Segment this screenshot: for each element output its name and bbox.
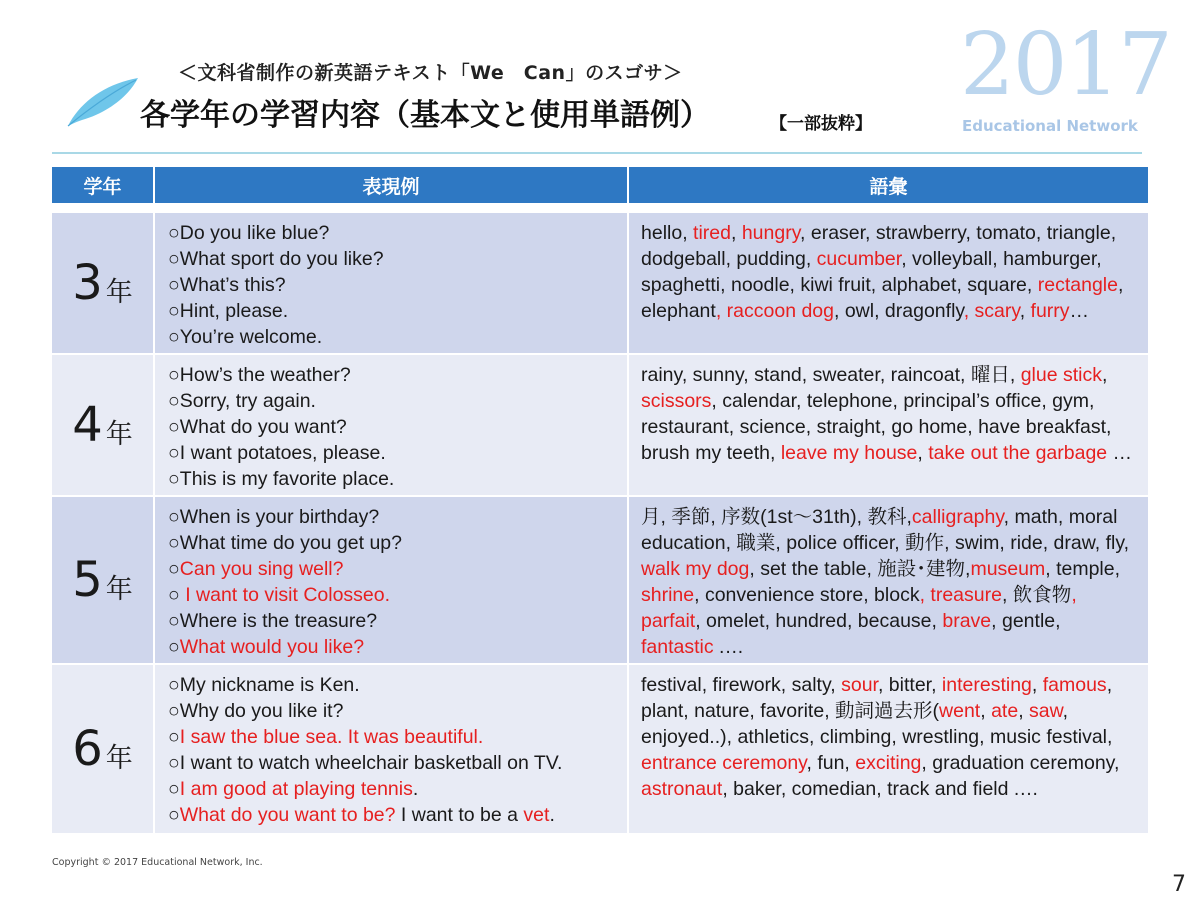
expression-line	[168, 556, 627, 582]
table-row	[52, 355, 1148, 497]
expression-text: ○I want potatoes, please.	[168, 442, 386, 464]
expression-text: .	[549, 804, 555, 826]
vocabulary-text: take out the garbage	[928, 442, 1108, 464]
expression-text: ○	[168, 726, 180, 748]
vocabulary-text: ,	[917, 442, 929, 464]
expression-text: ○You’re welcome.	[168, 326, 323, 348]
grade-suffix: 年	[105, 742, 133, 774]
expression-text: I am good at playing tennis	[179, 778, 413, 800]
vocabulary-text: , eraser, strawberry, tomato, triangle, dodgeball, pudding,	[641, 222, 1117, 270]
vocabulary-text: …	[1069, 300, 1090, 322]
grade-number: 6	[72, 721, 103, 777]
vocabulary-text: , convenience store, block	[694, 584, 920, 606]
vocabulary-cell	[629, 213, 1148, 353]
vocabulary-text: sour	[841, 674, 878, 696]
vocabulary-cell	[629, 665, 1148, 833]
vocabulary-text: ,	[980, 700, 992, 722]
expression-text: I saw the blue sea. It was beautiful.	[179, 726, 484, 748]
vocabulary-text: saw	[1029, 700, 1063, 722]
expression-text: ○	[168, 804, 180, 826]
expression-text: What would you like?	[179, 636, 365, 658]
vocabulary-text: furry	[1030, 300, 1070, 322]
expression-text: ○When is your birthday?	[168, 506, 380, 528]
expression-text: ○How’s the weather?	[168, 364, 351, 386]
vocabulary-text: ,	[730, 222, 742, 244]
expression-line	[168, 698, 627, 724]
vocabulary-text: scissors	[641, 390, 712, 412]
vocabulary-text: interesting	[941, 674, 1032, 696]
expression-text: ○I want to watch wheelchair basketball on TV.	[168, 752, 563, 774]
expression-text: ○Do you like blue?	[168, 222, 330, 244]
expression-line	[168, 220, 627, 246]
vocabulary-text: ,	[1031, 674, 1043, 696]
expression-line	[168, 272, 627, 298]
grade-cell	[52, 213, 155, 353]
grade-number: 5	[72, 552, 103, 608]
grade-suffix: 年	[105, 573, 133, 605]
vocabulary-text: tired	[693, 222, 731, 244]
vocabulary-text: rectangle	[1037, 274, 1118, 296]
table-row	[52, 665, 1148, 835]
expression-text: ○	[168, 584, 186, 606]
copyright-notice: Copyright © 2017 Educational Network, Inc.	[52, 857, 263, 868]
expression-line	[168, 608, 627, 634]
vocabulary-text: brave	[942, 610, 992, 632]
expression-line	[168, 466, 627, 492]
vocabulary-text: , calendar, telephone, principal’s office, gym, restaurant, science, straight, go home, have breakfast, brush my teeth,	[641, 390, 1112, 464]
vocabulary-text: , graduation ceremony,	[921, 752, 1120, 774]
expression-text: ○	[168, 778, 180, 800]
vocabulary-text: exciting	[855, 752, 922, 774]
table-header-row	[52, 167, 1148, 203]
header-divider	[52, 152, 1142, 154]
grade-cell	[52, 355, 155, 495]
year-logo: 2017	[960, 15, 1171, 115]
vocabulary-cell	[629, 355, 1148, 495]
column-header-grade: 学年	[52, 167, 155, 203]
vocabulary-text: fantastic	[641, 636, 714, 658]
vocabulary-cell	[629, 497, 1148, 663]
page-title: 各学年の学習内容（基本文と使用単語例）	[140, 98, 710, 133]
vocabulary-text: ate	[991, 700, 1019, 722]
subtitle: ＜文科省制作の新英語テキスト「We Can」のスゴサ＞	[178, 62, 683, 84]
expression-line	[168, 634, 627, 660]
vocabulary-text: , gentle,	[991, 610, 1061, 632]
vocabulary-text: rainy, sunny, stand, sweater, raincoat, 曜日,	[641, 364, 1021, 386]
vocabulary-text: 月, 季節, 序数(1st～31th), 教科,	[641, 506, 912, 528]
vocabulary-text: cucumber	[816, 248, 902, 270]
vocabulary-text: , set the table, 施設･建物,	[749, 558, 971, 580]
expression-text: I want to visit Colosseo.	[185, 584, 391, 606]
vocabulary-text: , plant, nature, favorite, 動詞過去形(	[641, 674, 1113, 722]
vocabulary-text: ,	[1102, 364, 1108, 386]
expression-line	[168, 298, 627, 324]
vocabulary-text: shrine	[641, 584, 695, 606]
vocabulary-text: entrance ceremony	[641, 752, 807, 774]
vocabulary-text: …	[1107, 442, 1133, 464]
expression-line	[168, 672, 627, 698]
vocabulary-text: , enjoyed..), athletics, climbing, wrestling, music festival,	[641, 700, 1113, 748]
expressions-cell	[155, 213, 629, 353]
expression-text: ○Why do you like it?	[168, 700, 344, 722]
expression-line	[168, 776, 627, 802]
expression-text: I want to be a	[395, 804, 524, 826]
vocabulary-text: leave my house	[780, 442, 918, 464]
vocabulary-text: hungry	[741, 222, 801, 244]
vocabulary-text: , omelet, hundred, because,	[695, 610, 943, 632]
expression-line	[168, 582, 627, 608]
table-body	[52, 213, 1148, 835]
expression-line	[168, 324, 627, 350]
vocabulary-text: .…	[713, 636, 744, 658]
expression-line	[168, 802, 627, 828]
title-note: 【一部抜粋】	[770, 114, 872, 134]
expression-line	[168, 388, 627, 414]
expression-line	[168, 362, 627, 388]
expression-text: .	[412, 778, 419, 800]
grade-cell	[52, 665, 155, 833]
expression-text: ○What do you want?	[168, 416, 347, 438]
expression-text: ○	[168, 558, 180, 580]
vocabulary-text: , elephant	[641, 274, 1124, 322]
vocabulary-text: , temple,	[1045, 558, 1121, 580]
vocabulary-text: ,	[1019, 300, 1031, 322]
expressions-cell	[155, 355, 629, 495]
expression-line	[168, 750, 627, 776]
vocabulary-text: , math, moral education, 職業, police officer, 動作, swim, ride, draw, fly,	[641, 506, 1130, 554]
vocabulary-text: glue stick	[1020, 364, 1102, 386]
vocabulary-text: , bitter,	[877, 674, 942, 696]
vocabulary-text: walk my dog	[641, 558, 750, 580]
page-number: 7	[1172, 872, 1186, 897]
curriculum-table	[52, 167, 1148, 835]
column-header-expressions: 表現例	[155, 167, 629, 203]
brand-logo: Educational Network	[962, 117, 1138, 135]
expressions-cell	[155, 497, 629, 663]
expression-text: vet	[523, 804, 550, 826]
expression-line	[168, 530, 627, 556]
vocabulary-text: museum	[970, 558, 1046, 580]
table-row	[52, 213, 1148, 355]
grade-cell	[52, 497, 155, 663]
grade-suffix: 年	[105, 276, 133, 308]
expression-text: ○My nickname is Ken.	[168, 674, 360, 696]
grade-number: 4	[72, 397, 103, 453]
vocabulary-text: , volleyball, hamburger, spaghetti, noodle, kiwi fruit, alphabet, square,	[641, 248, 1102, 296]
expression-text: ○Where is the treasure?	[168, 610, 378, 632]
expression-text: ○What’s this?	[168, 274, 286, 296]
expression-line	[168, 724, 627, 750]
column-header-vocabulary: 語彙	[869, 175, 908, 198]
expression-text: ○This is my favorite place.	[168, 468, 395, 490]
vocabulary-text: astronaut	[641, 778, 723, 800]
vocabulary-text: hello,	[641, 222, 694, 244]
grade-number: 3	[72, 255, 103, 311]
expression-text: ○Sorry, try again.	[168, 390, 316, 412]
vocabulary-text: , 飲食物	[1001, 584, 1072, 606]
expressions-cell	[155, 665, 629, 833]
vocabulary-text: , scary	[963, 300, 1020, 322]
feather-icon	[60, 72, 140, 132]
vocabulary-text: , parfait	[641, 584, 1077, 632]
vocabulary-text: went	[939, 700, 981, 722]
expression-text: ○What time do you get up?	[168, 532, 402, 554]
expression-text: What do you want to be?	[179, 804, 396, 826]
vocabulary-text: , fun,	[806, 752, 856, 774]
expression-text: ○	[168, 636, 180, 658]
expression-text: ○Hint, please.	[168, 300, 289, 322]
vocabulary-text: , treasure	[919, 584, 1002, 606]
vocabulary-text: , raccoon dog	[715, 300, 834, 322]
table-row	[52, 497, 1148, 665]
vocabulary-text: , baker, comedian, track and field .…	[722, 778, 1039, 800]
grade-suffix: 年	[105, 418, 133, 450]
expression-line	[168, 246, 627, 272]
vocabulary-text: calligraphy	[911, 506, 1004, 528]
expression-text: ○What sport do you like?	[168, 248, 384, 270]
expression-text: Can you sing well?	[179, 558, 344, 580]
expression-line	[168, 440, 627, 466]
expression-line	[168, 504, 627, 530]
vocabulary-text: , owl, dragonfly	[834, 300, 964, 322]
expression-line	[168, 414, 627, 440]
vocabulary-text: festival, firework, salty,	[641, 674, 842, 696]
vocabulary-text: ,	[1018, 700, 1030, 722]
vocabulary-text: famous	[1042, 674, 1107, 696]
